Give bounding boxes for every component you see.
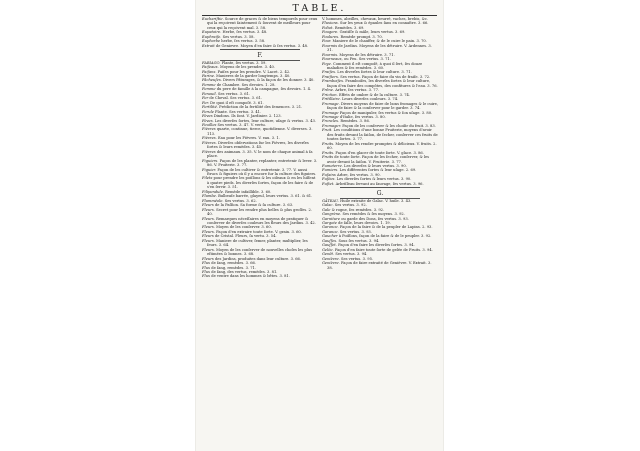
index-entry-text: Façon d'en faire toute ſorte de gelée de Fruits. 3. 94. (334, 247, 433, 252)
index-entry-text: Façon d'en faire les diverſes ſortes. 3. 94. (338, 243, 415, 248)
index-entry-term: Euphorbe (202, 39, 222, 44)
index-entry-term: Fièvres. (202, 140, 218, 145)
index-entry-term: Extrait (202, 43, 216, 48)
index-entry-text: Maniere de le chauffer, & de le cuire le pain. 3. 70. (332, 39, 427, 44)
index-entry-text: Ses vertus. 3. 62. (224, 198, 257, 203)
index-entry-text: des animaux. 3. 35. V. le nom de chaque animal à ſa place. (207, 149, 313, 159)
section-divider (340, 187, 420, 188)
index-entry-term: Flux (202, 269, 212, 274)
index-entry-term: Femme (202, 87, 217, 92)
index-entry-term: Fourneaux, (322, 57, 344, 62)
index-entry-text: Arbre, ſes vertus. 3. 77. (335, 88, 380, 93)
index-entry-text: Remarques néceſſaires en moyens de pratiquer & conſerver de diverſes couleurs les fleurs des Jardins. 3. 42. (207, 216, 316, 225)
index-entry (202, 44, 318, 48)
index-entry-text: de ſang, des vertus, remèdes. 3. 81. (211, 269, 278, 274)
index-entry-term: Fromage (322, 110, 340, 115)
section-letter-heading: F. (257, 51, 263, 59)
index-entry-text: Les diverſes ſortes, leur culture, uſage & vertus. 3. 43. (214, 118, 316, 123)
index-entry-term: Fleurs. (202, 238, 217, 243)
index-entry-term: Genêt. (322, 252, 336, 257)
index-entry-term: Gargote (322, 220, 339, 225)
index-entry-term: Filipendule. (202, 189, 226, 194)
index-entry (202, 176, 318, 189)
index-entry-text: Façon d'en extraire toute ſorte. V. grain. 3. 60. (216, 229, 302, 234)
index-entry-term: Fumeterre. (322, 163, 345, 168)
index-entry-text: Source de graces & de biens temporels pour ceux qui la reçoivent ſaintement & ſouvent de meilleurs pour ceux qui la reçoivent mal. 3. 58. (207, 17, 318, 30)
index-entry-text: de Genievre. Moyen d'en faire & ſes vertus. 3. 48. (215, 43, 309, 48)
book-page (196, 0, 443, 451)
index-entry-text: Ses remèdes & ſes moyens. 3. 92. (342, 212, 405, 217)
index-entry-text: Herbe, ſes vertus. 3. 48. (222, 30, 268, 35)
index-entry (322, 79, 438, 88)
index-entry-term: Fruits. (322, 141, 336, 146)
index-entry-text: Ses vertus. 3. 47. V. vertu. (217, 123, 266, 128)
index-entry-text: herbe, ſes vertus. 3. 58. (221, 39, 266, 44)
index-entry-text: Moyen de les rendre promptes & délicieux. V. fruits. 2. 60. (327, 141, 437, 151)
index-entry-text: Maniere de cultiver, ſemer, planter, multiplier, les ſeurs. 3. 64. (207, 238, 308, 248)
index-entry-text: Divers moyens de faire de bons fromages & le cuire, façon de faire & la conſerver pour le garder. 3. 74. (327, 101, 438, 111)
index-entry-term: Fruits (322, 155, 335, 160)
index-entry-text: De quoi il eſt compoſé. 3. 61. (210, 100, 264, 105)
index-entry-text: des Jardins, produites dans leur culture. 3. 66. (214, 256, 302, 261)
index-entry-term: Fèves. (202, 118, 215, 123)
index-entry (202, 248, 318, 257)
index-entry-text: du pere de famille à la campagne, ſes devoirs. 1. 4. (216, 87, 312, 92)
index-entry-text: de Jardins. Moyens de les détruire. V. Ardennes. 3. 31. (327, 43, 432, 53)
index-entry-text: Huile extraite de Galac. V. huile. 3. 43. (340, 198, 412, 203)
index-entry-term: Euchariſtie. (202, 17, 225, 21)
index-entry-text: pour prendre les poiſſons & les oiſeaux & en les hiſſent à quatre pieds. les diverſes ſortes, façon de les faire & de s'en ſervir. 3. 51. (207, 176, 316, 190)
index-entry-term: Fourmis (322, 43, 339, 48)
index-entry-text: Façon de la faire & de la peupler de Lapins. 2. 93. (339, 225, 433, 230)
index-entry-term: Farine. (202, 74, 217, 79)
index-entry (202, 159, 318, 168)
section-letter-heading: G. (376, 189, 384, 197)
index-entry-term: Fleurs (202, 256, 215, 261)
index-entry (322, 182, 438, 186)
index-entry-text: Moyen de les conſerver. 3. 60. (216, 225, 272, 230)
index-entry-term: Fougere. (322, 30, 340, 35)
index-entry-term: Fromager. (322, 123, 343, 128)
index-entry-term: Gelée. (322, 247, 335, 252)
index-entry-term: Fièvres (202, 127, 217, 132)
index-entry-text: Divers Pâturages, & la façon de les donner. 3. 40. (223, 78, 315, 83)
index-entry (202, 150, 318, 159)
index-entry-text: Façon de les cultiver & entretenir. 3. 77. V. aussi ſtrucs & figuiers où il y a encore ſur la culture des figuiers. (207, 167, 317, 176)
index-entry (202, 239, 318, 248)
index-entry-text: Ses vertus. 3. 94. (335, 252, 368, 257)
index-entry-term: Foliot. (322, 25, 335, 30)
index-entry-term: Garance. (322, 229, 340, 234)
index-entry-text: Plante, ſes vertus. 3. 59. (221, 60, 267, 65)
index-entry-term: Fuſées. (322, 177, 337, 182)
index-entry-term: Fleurs. (202, 247, 217, 252)
index-entry (202, 17, 318, 30)
index-entry-text: Manieres de la garder longtemps. 3. 40. (216, 74, 291, 79)
index-entry-term: Femme (202, 82, 217, 87)
index-entry-term: Four. (322, 39, 333, 44)
index-entry-text: à Poiſſons, façon de la faire & de le peupler. 3. 92. (338, 234, 432, 239)
index-entry-text: de ſang, remèdes. 3. 66. (211, 261, 256, 266)
index-entry-text: Remèdes. 3. 69. (334, 25, 365, 30)
index-entry-term: Fleurs. (202, 207, 217, 212)
index-entry-term: Figuier. (202, 167, 218, 172)
index-entry-text: Les diverſes & leurs vertus. 3. 90. (344, 163, 407, 168)
index-entry-text: Ses vertus. 3. 61. (218, 91, 251, 96)
index-entry-term: Fleurs (202, 203, 215, 208)
index-entry-text: Arbre, ſes vertus. 3. 90. (336, 172, 381, 177)
index-entry-term: Fèves (202, 114, 214, 119)
index-entry-term: Ferule (202, 109, 216, 114)
index-entry-text: de Cheval. Ses vertus. 3. 61. (209, 96, 263, 101)
index-entry-term: Euphraiſe. (202, 34, 223, 39)
index-entry-term: Figuiers. (202, 158, 220, 163)
index-entry-term: Fertilité. (202, 105, 220, 110)
index-entry-text: quarte, continue, tierce, quotidienne. V. diverses. 3. 113. (207, 127, 313, 136)
index-entry-term: Fer. (202, 100, 211, 105)
index-entry-term: Flambe. (202, 194, 219, 199)
index-entry-text: Façon de les planter, replanter, entretenir & lever. 3. 86. V. Fruiterie. 3. 77. (207, 158, 318, 168)
index-entry-term: Foye. (322, 61, 334, 66)
index-entry-term: Garniture (322, 216, 342, 221)
index-entry-term: Fuſtet. (322, 181, 336, 186)
index-entry-term: Gale (322, 207, 332, 212)
index-entry-text: Remède infaillible. 3. 60. (225, 189, 272, 194)
index-entry-term: Faiſeaux. (202, 65, 220, 70)
index-entry-text: de toute ſorte. Façon de les ſecher, conſerver, & les avoir devant la ſaiſon. V. Fruiterie. 3. 77. (327, 155, 430, 164)
index-entry-text: Façon d'en glacer de toute ſorte. V. glace. 3. 86. (335, 150, 424, 155)
index-entry-text: Ses vertus. 3. 58. (222, 34, 255, 39)
index-entry-text: ou Feu. Ses vertus. 3. 71. (344, 57, 391, 62)
index-entry-term: Faiſans. (202, 69, 218, 74)
index-entry (202, 274, 318, 278)
index-entry-text: de ventre dans les hommes & bêtes. 3. 81. (211, 274, 290, 279)
index-entry-text: Ses vertus. 3. 95. (341, 256, 374, 261)
index-entry-text: Prédiction de la fertilité des ſemences. 3. 21. (219, 105, 303, 110)
index-entry-text: de Chambre. Ses devoirs. 1. 28. (216, 82, 276, 87)
index-entry-term: Flux (202, 274, 212, 279)
title-rule (202, 15, 437, 16)
index-entry-text: Ses vertus. 3. 93. (339, 229, 372, 234)
index-entry-term: Fuſains (322, 172, 337, 177)
index-entry-text: de la Paſſion. Sa forme & ſa culture. 3. 63. (214, 203, 294, 208)
index-entry-term: Fer (202, 96, 210, 101)
index-entry (322, 142, 438, 151)
index-entry-text: Remède prompt. 3. 70. (340, 34, 383, 39)
index-entry (322, 44, 438, 53)
index-entry-term: Gauſſes. (322, 238, 339, 243)
page-title: TABLE. (292, 3, 347, 14)
index-entry-term: Gauſſet. (322, 243, 339, 248)
index-entry-term: Genièvre. (322, 261, 341, 266)
index-entry-term: Fourmis. (322, 52, 340, 57)
index-entry-text: d'Italie, ſes vertus. 3. 80. (339, 114, 386, 119)
index-entry-text: Moyens de les prendre. 3. 40. (220, 65, 276, 70)
index-entry-term: Gaucher (322, 234, 339, 239)
index-entry-text: Gratiſſe & mâle, leurs vertus. 3. 69. (339, 30, 406, 35)
index-entry (322, 102, 438, 111)
index-entry-term: Fleurs. (202, 225, 217, 230)
index-entry-term: Fleurs (202, 234, 215, 239)
index-entry-term: Fièvres (202, 149, 217, 154)
index-entry (322, 62, 438, 71)
index-entry-term: FABIAGO. (202, 60, 222, 65)
index-entry-text: Façon de faire extraité de Genièvre. V. Extrait. 3. 38. (327, 261, 432, 270)
index-entry-text: Façon de les conſerver & les choiſir du fruit. 3. 83. (342, 123, 436, 128)
index-entry-text: Framboiſes, les diverſes ſortes & leur culture, façon d'en faire des compôtes, des confitures & l'eau. 3. 76. (327, 79, 438, 88)
index-entry-text: Remèdes. 3. 86. (340, 119, 370, 124)
index-entry-term: Fluxions. (322, 21, 340, 26)
index-entry-term: GÂTEAU. (322, 198, 341, 203)
index-entry-term: Fruit. (322, 128, 334, 133)
index-entry-term: Fleurs. (202, 229, 217, 234)
index-entry (322, 128, 438, 141)
index-entry-text: Moyens de les détruire. 3. 71. (339, 52, 395, 57)
index-entry-term: Fromage. (322, 101, 341, 106)
index-entry-text: Diverſes obſervations ſur les Fièvres, les diverſes ſortes & leurs remèdes. 3. 45. (207, 140, 309, 150)
index-entry (202, 217, 318, 226)
index-entry-term: Fâcheuſes. (202, 78, 224, 83)
index-entry-term: Fritillaire. (322, 97, 342, 102)
index-entry (322, 261, 438, 270)
index-entry-term: Flux (202, 261, 212, 266)
index-entry-text: & rogne, ſes remèdes. 3. 92. (331, 207, 385, 212)
index-entry-text: Ses vertus. Façon de faire du vin de fraiſe. 3. 72. (340, 74, 431, 79)
index-entry-text: Les différentes ſortes & leur uſage. 2. 69. (339, 168, 417, 173)
index-entry-term: Genièvre. (322, 256, 341, 261)
index-entry-text: Sur les yeux & épaules ſans en connaître. 3. 66. (339, 21, 429, 26)
index-entry-term: Fraiſes. (322, 70, 338, 75)
index-entry-text: Dindons. Ils ſont. V. Jardinier. 2. 123. (213, 114, 282, 119)
index-entry-text: Faiſes pour les prendre. V. Lacet. 2. 42. (217, 69, 291, 74)
index-entry-text: Sous ſes vertus. 3. 94. (338, 238, 380, 243)
index-entry-text: Comment il eſt compoſé, à quoi il ſert, ſes douze maladies & ſes remèdes. 3. 60. (327, 61, 423, 70)
index-entry-term: Fraiſiers. (322, 74, 341, 79)
index-entry-term: Fruits. (322, 150, 336, 155)
index-entry-term: Eupatoire. (202, 30, 223, 35)
index-entry-text: de ſang, remèdes. 3. 71. (211, 265, 256, 270)
index-entry-text: Les conditions d'une bonne Fruiterie, moyens d'avoir des fruits devant la ſaiſon, de ſecher, conſerver ces fruits de toutes ſortes. 3. 77. (327, 128, 438, 142)
index-entry-text: Façon de manipuler, ſes vertus & ſon uſage. 3. 80. (339, 110, 433, 115)
index-entry-term: Flux (202, 265, 212, 270)
index-entry-term: Filets (202, 176, 214, 181)
index-entry-term: Galac. (322, 203, 335, 208)
index-column-left (202, 17, 318, 279)
index-entry-text: Plante. Ses vertus. 3. 41. (215, 109, 262, 114)
index-entry-text: Les diverſes ſortes & leur culture. 3. 71. (337, 70, 412, 75)
index-entry-text: Eau pour les Fièvres. V. eau. 3. 1. (217, 136, 280, 141)
index-entry (202, 208, 318, 217)
index-entry-text: de Cristal. Fleurs, ſa vertu. 3. 54. (214, 234, 277, 239)
index-entry-text: Effets de ombre & de la culture. 3. 74. (338, 92, 411, 97)
index-entry-text: Leurs diverſes couleurs. 3. 74. (341, 97, 399, 102)
index-entry-text: Bulbeuſe barrée, glayeul, leurs vertus. 3. 61. & 61. (218, 194, 313, 199)
section-divider (220, 49, 300, 50)
index-entry (322, 155, 438, 164)
index-entry-term: Frêne. (322, 88, 336, 93)
index-entry-text: Les diverſes ſortes & leurs vertus. 3. 90. (336, 177, 412, 182)
index-entry-text: Arbriſſeau ſervant au ſauvage, ſes vertus. 3. 96. (335, 181, 424, 186)
index-entry-term: Feuilles (202, 123, 218, 128)
index-entry-text: Ses vertus. 3. 92. (334, 203, 367, 208)
index-entry-term: Framboiſes. (322, 79, 346, 84)
index-entry-text: Moyen de les conſerver de nouvelles choſes les plus eſtimées & bonnes. 3. 68. (207, 247, 313, 257)
index-entry-text: V. hommes, abeilles, chevaux, beurré, vaches, brebis, &c. (322, 17, 429, 21)
index-entry-term: Fromage (322, 114, 340, 119)
index-entry-term: Friction. (322, 92, 339, 97)
index-entry-text: de ſalle, leurs devoirs. 1. 19. (338, 220, 391, 225)
index-entry-text: Secret pour les rendre plus belles & plus groſſes. 2. 40. (207, 207, 312, 217)
index-column-right (322, 17, 438, 270)
index-entry (202, 141, 318, 150)
index-entry (202, 168, 318, 177)
index-entry-term: Fleurs. (202, 216, 217, 221)
index-entry-term: Gangrène. (322, 212, 343, 217)
index-entry (202, 127, 318, 136)
index-entry-term: Fièvres. (202, 136, 218, 141)
index-entry-term: Foulures. (322, 34, 341, 39)
index-entry-term: Flamméole. (202, 198, 225, 203)
index-entry-term: Fumiers. (322, 168, 340, 173)
index-entry-text: ou garde des Dons, ſes vertus. 3. 93. (341, 216, 409, 221)
index-entry-term: Garonce. (322, 225, 340, 230)
index-entry-term: Froncles. (322, 119, 341, 124)
index-entry-term: Fenouil. (202, 91, 219, 96)
